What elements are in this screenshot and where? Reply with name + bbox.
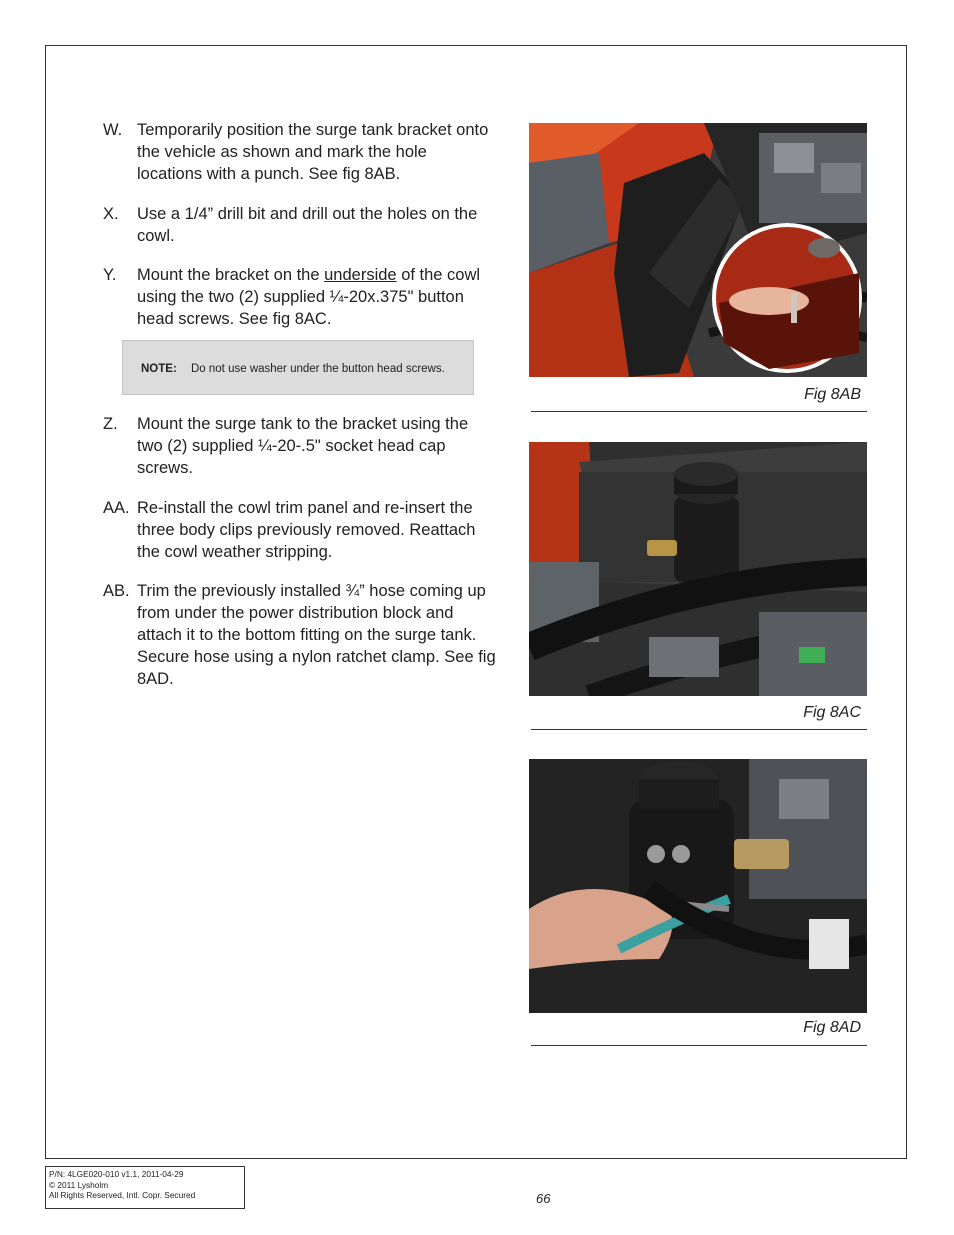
step-label: Z. bbox=[103, 415, 118, 433]
step-text-before: Mount the bracket on the bbox=[137, 266, 325, 284]
figure-8ab-rule bbox=[531, 411, 867, 412]
step-aa bbox=[103, 497, 493, 563]
step-text: Use a 1/4” drill bit and drill out the holes on the cowl. bbox=[137, 205, 478, 245]
step-ab bbox=[103, 580, 498, 690]
underlined-word: underside bbox=[324, 266, 397, 284]
figure-8ac-rule bbox=[531, 729, 867, 730]
footer-info-box bbox=[45, 1166, 245, 1209]
figure-8ab-photo bbox=[529, 123, 867, 377]
step-label: W. bbox=[103, 121, 123, 139]
figure-8ad-rule bbox=[531, 1045, 867, 1046]
part-number: P/N: 4LGE020-010 v1.1, 2011-04-29 bbox=[49, 1169, 184, 1179]
page-number: 66 bbox=[536, 1191, 551, 1206]
step-text bbox=[137, 264, 493, 330]
step-label: AA. bbox=[103, 499, 130, 517]
step-label: AB. bbox=[103, 582, 130, 600]
figure-8ad-caption: Fig 8AD bbox=[803, 1019, 861, 1036]
step-text: Trim the previously installed ¾” hose coming up from under the power distribution block and attach it to the bottom fitting on the surge tank. Secure hose using a nylon ratchet clamp. See fig 8AD. bbox=[137, 582, 496, 688]
step-w bbox=[103, 119, 493, 185]
figure-8ac-caption: Fig 8AC bbox=[803, 704, 861, 721]
figure-8ad-photo bbox=[529, 759, 867, 1013]
rights-notice: All Rights Reserved, Intl. Copr. Secured bbox=[49, 1190, 196, 1200]
figure-8ac-photo bbox=[529, 442, 867, 696]
step-label: X. bbox=[103, 205, 119, 223]
figure-8ab-caption: Fig 8AB bbox=[804, 386, 861, 403]
step-z bbox=[103, 413, 493, 479]
step-text: Mount the surge tank to the bracket using the two (2) supplied ¼-20-.5" socket head cap screws. bbox=[137, 415, 469, 477]
step-text: Re-install the cowl trim panel and re-insert the three body clips previously removed. Reattach the cowl weather stripping. bbox=[137, 499, 476, 561]
step-label: Y. bbox=[103, 266, 117, 284]
note-box bbox=[122, 340, 474, 395]
step-text: Temporarily position the surge tank bracket onto the vehicle as shown and mark the hole locations with a punch. See fig 8AB. bbox=[137, 121, 489, 183]
note-text: Do not use washer under the button head screws. bbox=[191, 363, 445, 375]
step-y bbox=[103, 264, 493, 330]
step-x bbox=[103, 203, 493, 247]
step-text-after: of the cowl using the two (2) supplied ¼-20x.375" button head screws. See fig 8AC. bbox=[137, 266, 481, 328]
copyright: © 2011 Lysholm bbox=[49, 1179, 109, 1190]
note-label: NOTE: bbox=[141, 363, 177, 375]
